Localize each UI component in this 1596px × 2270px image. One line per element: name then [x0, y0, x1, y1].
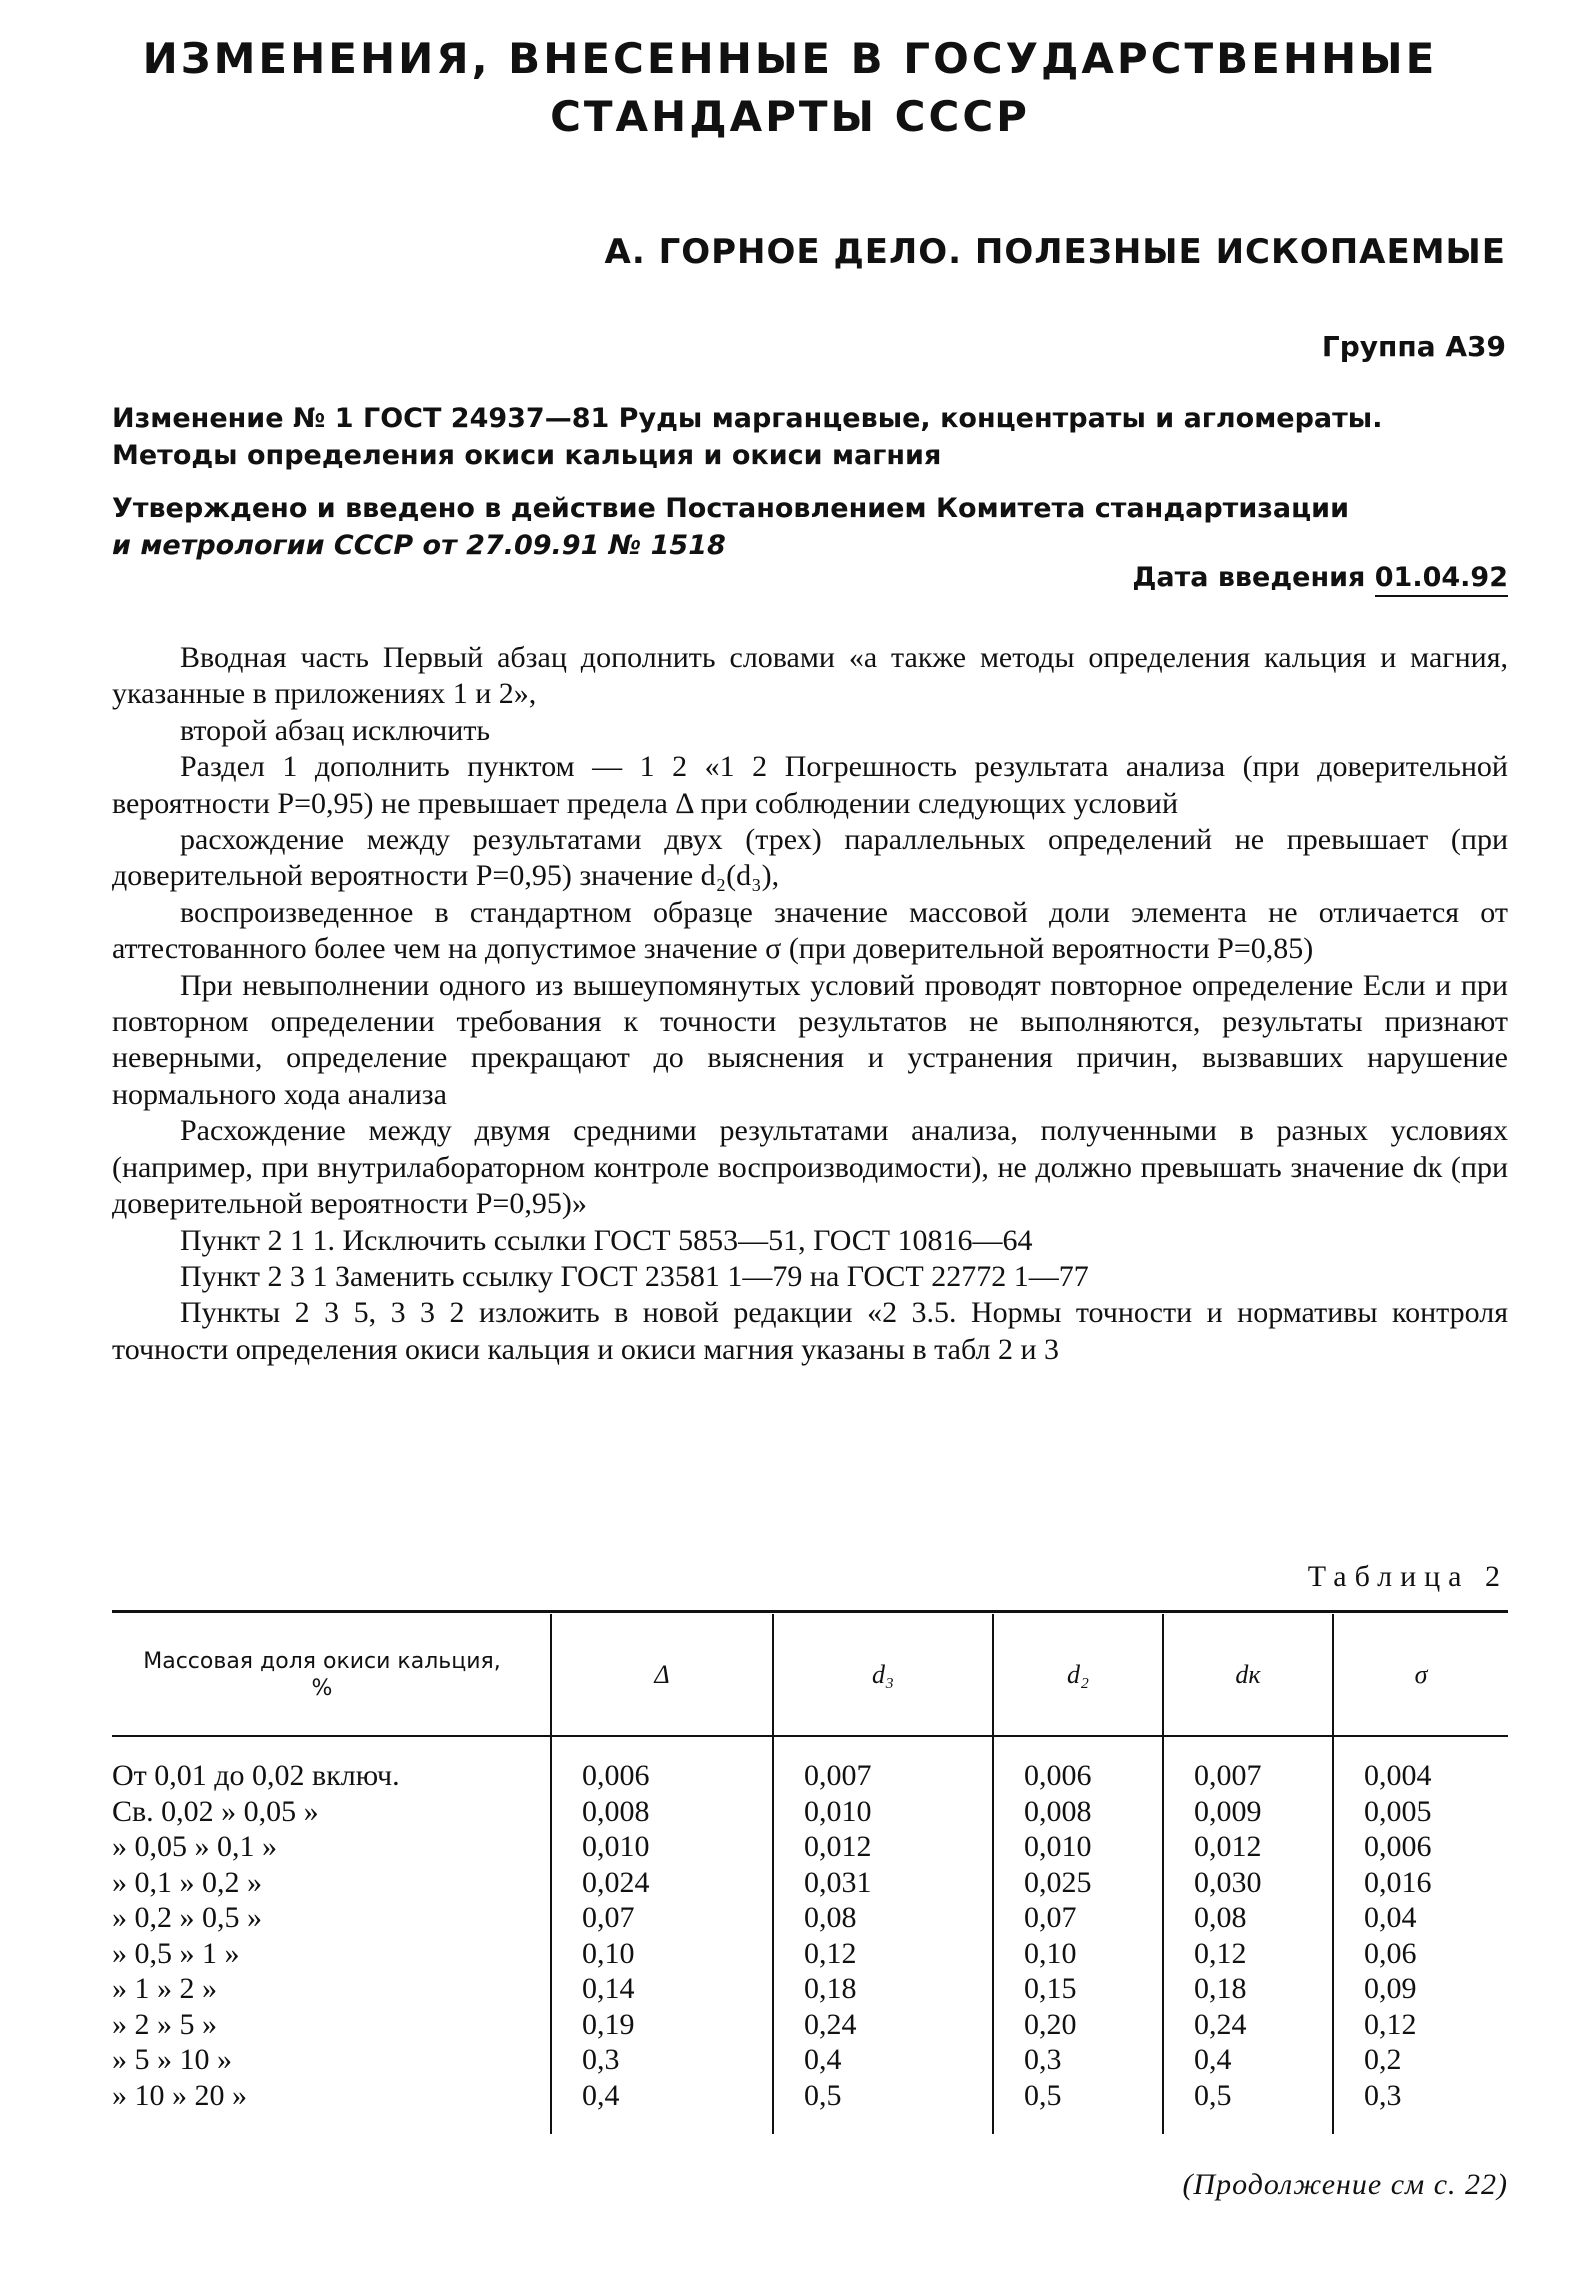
cell-dk: 0,030 [1194, 1865, 1262, 1899]
approval-line-1: Утверждено и введено в действие Постановлением Комитета стандартизации [112, 493, 1349, 524]
cell-d3: 0,08 [804, 1901, 857, 1934]
cell-dk: 0,5 [1194, 2078, 1232, 2112]
cell-dk: 0,012 [1194, 1830, 1262, 1863]
column-header-d2: d₂ [1066, 1660, 1090, 1689]
row-range: » 0,2 » 0,5 » [112, 1901, 262, 1934]
effective-date [1132, 562, 1508, 593]
cell-sigma: 0,09 [1364, 1972, 1417, 2005]
cell-d2: 0,006 [1024, 1759, 1092, 1792]
table-top-rule [112, 1610, 1508, 1613]
paragraph: второй абзац исключить [180, 713, 491, 747]
cell-d3: 0,007 [804, 1759, 872, 1792]
effective-date-label: Дата введения [1132, 562, 1366, 593]
body-text [112, 640, 1508, 1368]
change-heading [112, 400, 1508, 474]
cell-sigma: 0,12 [1364, 2007, 1417, 2041]
table-caption: Таблица 2 [1307, 1560, 1508, 1593]
cell-d3: 0,24 [804, 2007, 857, 2041]
column-header-delta: Δ [654, 1660, 670, 1689]
table-row [112, 1900, 1508, 1936]
cell-sigma: 0,016 [1364, 1865, 1432, 1899]
table-row [112, 2078, 1508, 2114]
column-header-d3: d₃ [871, 1660, 895, 1689]
row-range: » 0,1 » 0,2 » [112, 1865, 262, 1899]
row-range: От 0,01 до 0,02 включ. [112, 1759, 400, 1792]
row-range: » 0,5 » 1 » [112, 1936, 240, 1970]
page-title-line-1: ИЗМЕНЕНИЯ, ВНЕСЕННЫЕ В ГОСУДАРСТВЕННЫЕ [142, 34, 1438, 83]
paragraph: Раздел 1 дополнить пунктом — 1 2 «1 2 Погрешность результата анализа (при доверительной вероятности P=0,95) не превышает предела Δ при соблюдении следующих условий [112, 750, 1508, 820]
row-range: » 1 » 2 » [112, 1972, 217, 2005]
row-range: » 5 » 10 » [112, 2043, 232, 2076]
table-row [112, 1865, 1508, 1901]
row-range: » 0,05 » 0,1 » [112, 1830, 277, 1863]
cell-d3: 0,031 [804, 1865, 872, 1899]
cell-sigma: 0,2 [1364, 2043, 1402, 2076]
cell-sigma: 0,04 [1364, 1901, 1417, 1934]
row-range: » 2 » 5 » [112, 2007, 217, 2041]
cell-d2: 0,025 [1024, 1865, 1092, 1899]
cell-delta: 0,10 [582, 1936, 635, 1970]
effective-date-value: 01.04.92 [1375, 562, 1508, 597]
cell-d3: 0,4 [804, 2043, 842, 2076]
approval-line-2: и метрологии СССР от 27.09.91 № 1518 [112, 530, 726, 561]
table-header-rule [112, 1735, 1508, 1737]
cell-d3: 0,012 [804, 1830, 872, 1863]
change-heading-line-1: Изменение № 1 ГОСТ 24937—81 Руды марганцевые, концентраты и агломераты. [112, 403, 1383, 434]
row-range: » 10 » 20 » [112, 2078, 247, 2112]
cell-dk: 0,18 [1194, 1972, 1247, 2005]
table-row [112, 1971, 1508, 2007]
cell-delta: 0,024 [582, 1865, 650, 1899]
section-title: А. ГОРНОЕ ДЕЛО. ПОЛЕЗНЫЕ ИСКОПАЕМЫЕ [604, 232, 1506, 272]
cell-sigma: 0,06 [1364, 1936, 1417, 1970]
table-row [112, 1936, 1508, 1972]
cell-dk: 0,4 [1194, 2043, 1232, 2076]
paragraph: Пункт 2 1 1. Исключить ссылки ГОСТ 5853—51, ГОСТ 10816—64 [180, 1223, 1033, 1257]
cell-d2: 0,008 [1024, 1794, 1092, 1828]
paragraph: Пункт 2 3 1 Заменить ссылку ГОСТ 23581 1—79 на ГОСТ 22772 1—77 [180, 1259, 1089, 1293]
cell-d3: 0,18 [804, 1972, 857, 2005]
cell-d3: 0,12 [804, 1936, 857, 1970]
cell-delta: 0,010 [582, 1830, 650, 1863]
continuation-note: (Продолжение см с. 22) [1182, 2168, 1508, 2201]
cell-d2: 0,10 [1024, 1936, 1077, 1970]
column-header-sigma: σ [1414, 1660, 1428, 1689]
cell-delta: 0,07 [582, 1901, 635, 1934]
cell-sigma: 0,004 [1364, 1759, 1432, 1792]
group-code: Группа А39 [1321, 330, 1506, 363]
cell-delta: 0,3 [582, 2043, 620, 2076]
cell-d2: 0,3 [1024, 2043, 1062, 2076]
cell-dk: 0,009 [1194, 1794, 1262, 1828]
table-row [112, 1758, 1508, 1794]
cell-delta: 0,19 [582, 2007, 635, 2041]
cell-delta: 0,006 [582, 1759, 650, 1792]
cell-d2: 0,15 [1024, 1972, 1077, 2005]
table-row [112, 1829, 1508, 1865]
cell-d3: 0,010 [804, 1794, 872, 1828]
cell-dk: 0,24 [1194, 2007, 1247, 2041]
table-row [112, 2007, 1508, 2043]
paragraph: воспроизведенное в стандартном образце значение массовой доли элемента не отличается от аттестованного более чем на допустимое значение σ (при доверительной вероятности P=0,85) [112, 895, 1508, 966]
change-heading-line-2: Методы определения окиси кальция и окиси магния [112, 440, 942, 471]
cell-d2: 0,5 [1024, 2078, 1062, 2112]
paragraph: При невыполнении одного из вышеупомянутых условий проводят повторное определение Если и при повторном определении требования к точности результатов не выполняются, результаты признают неверными, определение прекращают до выяснения и устранения причин, вызвавших нарушение нормального хода анализа [112, 968, 1508, 1111]
cell-d2: 0,07 [1024, 1901, 1077, 1934]
row-range: Св. 0,02 » 0,05 » [112, 1794, 319, 1828]
cell-d2: 0,010 [1024, 1830, 1092, 1863]
cell-dk: 0,007 [1194, 1759, 1262, 1792]
cell-delta: 0,4 [582, 2078, 620, 2112]
cell-sigma: 0,005 [1364, 1794, 1432, 1828]
cell-d3: 0,5 [804, 2078, 842, 2112]
cell-delta: 0,14 [582, 1972, 635, 2005]
cell-d2: 0,20 [1024, 2007, 1077, 2041]
cell-dk: 0,12 [1194, 1936, 1247, 1970]
cell-dk: 0,08 [1194, 1901, 1247, 1934]
column-header-mass-fraction: Массовая доля окиси кальция, % [143, 1648, 501, 1701]
cell-sigma: 0,006 [1364, 1830, 1432, 1863]
column-header-dk: dк [1235, 1660, 1261, 1689]
paragraph: расхождение между результатами двух (трех) параллельных определений не превышает (при доверительной вероятности P=0,95) значение d₂(d₃), [112, 823, 1508, 893]
cell-delta: 0,008 [582, 1794, 650, 1828]
paragraph: Пункты 2 3 5, 3 3 2 изложить в новой редакции «2 3.5. Нормы точности и нормативы контроля точности определения окиси кальция и окиси магния указаны в табл 2 и 3 [112, 1296, 1508, 1366]
page-title [120, 30, 1460, 146]
table-row [112, 1794, 1508, 1830]
cell-sigma: 0,3 [1364, 2078, 1402, 2112]
paragraph: Вводная часть Первый абзац дополнить словами «а также методы определения кальция и магния, указанные в приложениях 1 и 2», [112, 641, 1508, 711]
table-row [112, 2042, 1508, 2078]
paragraph: Расхождение между двумя средними результатами анализа, полученными в разных условиях (например, при внутрилабораторном контроле воспроизводимости), не должно превышать значение dк (при доверительной вероятности P=0,95)» [112, 1114, 1508, 1221]
approval-statement [112, 490, 1508, 564]
page-title-line-2: СТАНДАРТЫ СССР [550, 92, 1030, 141]
